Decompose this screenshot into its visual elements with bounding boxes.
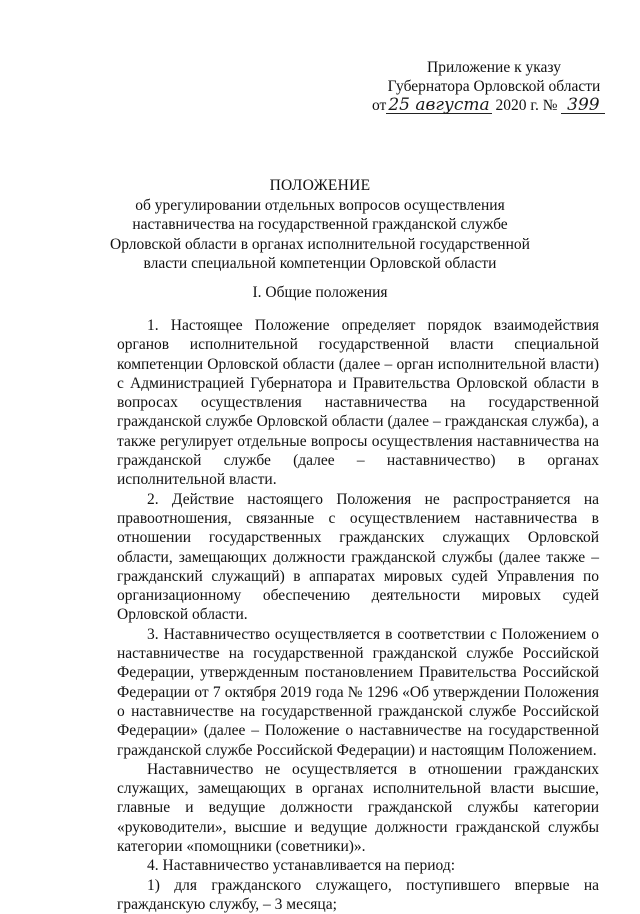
section-heading: I. Общие положения (252, 284, 388, 301)
document-title (80, 176, 560, 274)
paragraph-2: 2. Действие настоящего Положения не распространяется на правоотношения, связанные с осуществлением наставничества в отношении государственных гражданских служащих Орловской области, замещающих должности гражданской службы (далее также – гражданский служащий) в аппаратах мировых судей Управления по организационному обеспечению деятельности мировых судей Орловской области. (117, 490, 599, 624)
date-suffix: 2020 г. № (495, 97, 558, 114)
document-body (117, 316, 599, 914)
title-heading: ПОЛОЖЕНИЕ (269, 177, 371, 194)
paragraph-3-cont: Наставничество не осуществляется в отношении гражданских служащих, замещающих в органах исполнительной власти высшие, главные и ведущие должности гражданской службы категории «руководители», высшие и ведущие должности гражданской службы категории «помощники (советники)». (117, 760, 599, 856)
appendix-header (374, 58, 614, 115)
handwritten-date: 25 августа (388, 95, 490, 115)
paragraph-4-item-1: 1) для гражданского служащего, поступившего впервые на гражданскую службу, – 3 месяца; (117, 876, 599, 913)
title-line-3: Орловской области в органах исполнительной государственной (110, 235, 530, 253)
paragraph-4: 4. Наставничество устанавливается на период: (147, 857, 456, 875)
appendix-line-1: Приложение к указу (427, 59, 561, 76)
handwritten-number: 399 (561, 97, 605, 114)
paragraph-3: 3. Наставничество осуществляется в соответствии с Положением о наставничестве на государственной гражданской службе Российской Федерации, утвержденным постановлением Правительства Российской Федерации от 7 октября 2019 года № 1296 «Об утверждении Положения о наставничестве на государственной гражданской службе Российской Федерации» (далее – Положение о наставничестве на государственной гражданской службе Российской Федерации) и настоящим Положением. (117, 625, 599, 759)
title-line-4: власти специальной компетенции Орловской области (143, 255, 497, 272)
title-line-2: наставничества на государственной гражданской службе (132, 216, 508, 233)
title-line-1: об урегулировании отдельных вопросов осуществления (135, 196, 505, 214)
date-prefix: от (372, 97, 387, 114)
appendix-line-2: Губернатора Орловской области (387, 78, 601, 95)
appendix-date-line (372, 96, 614, 115)
paragraph-1: 1. Настоящее Положение определяет порядок взаимодействия органов исполнительной государственной власти специальной компетенции Орловской области (далее – орган исполнительной власти) с Администрацией Губернатора и Правительства Орловской области в вопросах осуществления наставничества на государственной гражданской службе Орловской области (далее – гражданская служба), а также регулирует отдельные вопросы осуществления наставничества на гражданской службе (далее – наставничество) в органах исполнительной власти. (117, 317, 599, 489)
